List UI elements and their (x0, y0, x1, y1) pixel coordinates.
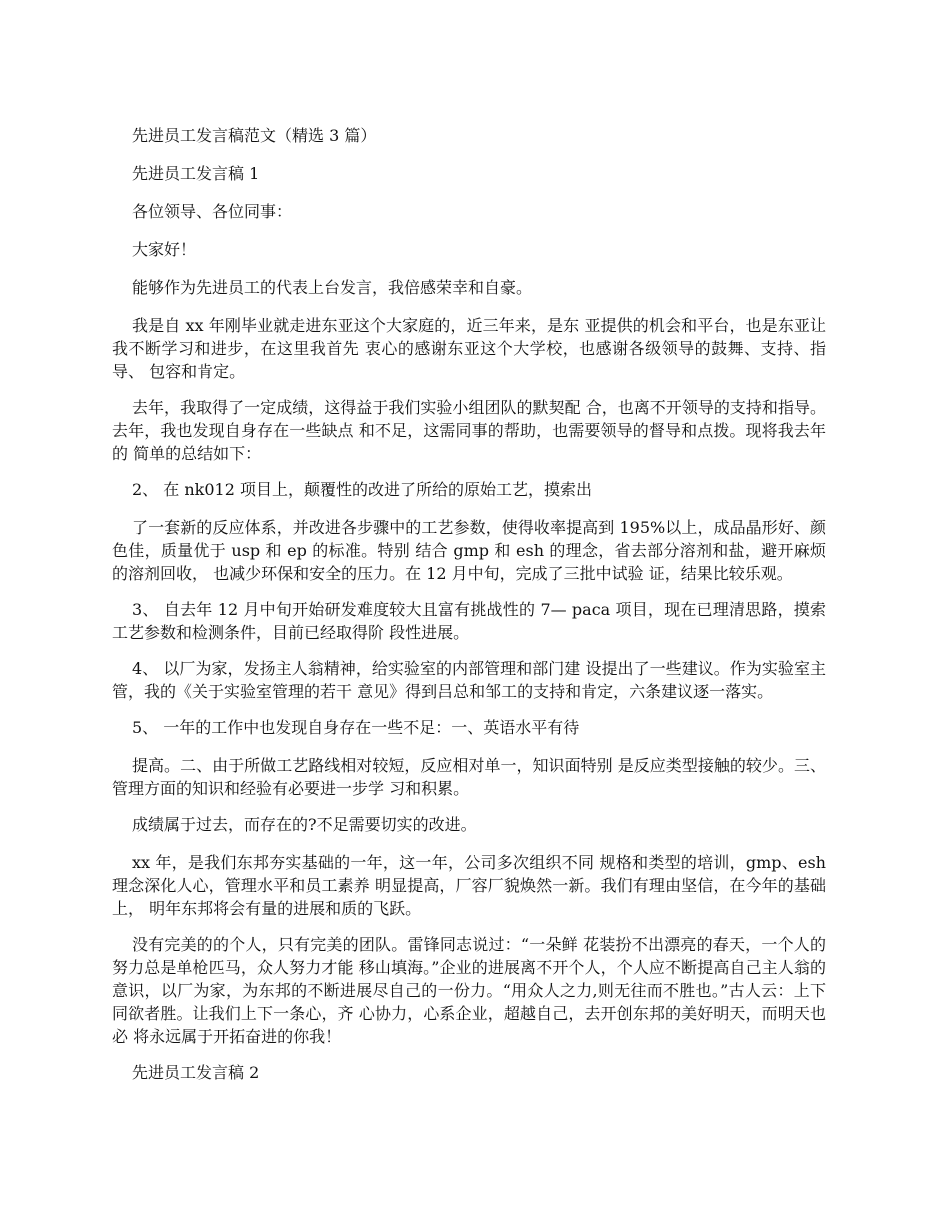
paragraph: 提高。二、由于所做工艺路线相对较短，反应相对单一，知识面特别 是反应类型接触的较少。三、管理方面的知识和经验有必要进一步学 习和积累。 (112, 756, 826, 798)
paragraph: 成绩属于过去，而存在的?不足需要切实的改进。 (132, 815, 477, 834)
paragraph: 我是自 xx 年刚毕业就走进东亚这个大家庭的，近三年来，是东 亚提供的机会和平台，也是东亚让我不断学习和进步，在这里我首先 衷心的感谢东亚这个大学校，也感谢各级领导的鼓舞、支持、指导、 包容和肯定。 (112, 316, 826, 381)
section-heading: 先进员工发言稿 1 (132, 164, 260, 183)
section-heading: 先进员工发言稿 2 (132, 1063, 260, 1082)
paragraph: 没有完美的的个人，只有完美的团队。雷锋同志说过：“一朵鲜 花装扮不出漂亮的春天，一个人的努力总是单枪匹马，众人努力才能 移山填海。”企业的进展离不开个人，个人应不断提高自己主人翁的 意识，以厂为家，为东邦的不断进展尽自己的一份力。“用众人之力,则无往而不胜也。”古人云：上下同欲者胜。让我们上下一条心，齐 心协力，心系企业，超越自己，去开创东邦的美好明天，而明天也必 将永远属于开拓奋进的你我！ (112, 935, 826, 1046)
paragraph: 能够作为先进员工的代表上台发言，我倍感荣幸和自豪。 (132, 278, 533, 297)
list-item: 2、 在 nk012 项目上，颠覆性的改进了所给的原始工艺，摸索出 (132, 480, 592, 499)
paragraph: 了一套新的反应体系，并改进各步骤中的工艺参数，使得收率提高到 195%以上，成品晶形好、颜色佳，质量优于 usp 和 ep 的标准。特别 结合 gmp 和 esh 的理念，省去部分溶剂和盐，避开麻烦的溶剂回收， 也减少环保和安全的压力。在 12 月中旬，完成了三批中试验 证，结果比较乐观。 (112, 518, 826, 583)
greeting: 大家好！ (132, 240, 197, 259)
list-item: 5、 一年的工作中也发现自身存在一些不足：一、英语水平有待 (132, 718, 580, 737)
paragraph: 去年，我取得了一定成绩，这得益于我们实验小组团队的默契配 合，也离不开领导的支持和指导。去年，我也发现自身存在一些缺点 和不足，这需同事的帮助，也需要领导的督导和点拨。现将我去年的 简单的总结如下： (112, 398, 826, 463)
list-item: 3、 自去年 12 月中旬开始研发难度较大且富有挑战性的 7— paca 项目，现在已理清思路，摸索工艺参数和检测条件，目前已经取得阶 段性进展。 (112, 600, 826, 642)
document-title: 先进员工发言稿范文（精选 3 篇） (132, 126, 377, 145)
list-item: 4、 以厂为家，发扬主人翁精神，给实验室的内部管理和部门建 设提出了一些建议。作为实验室主管，我的《关于实验室管理的若干 意见》得到吕总和邹工的支持和肯定，六条建议逐一落实。 (112, 659, 826, 701)
salutation: 各位领导、各位同事： (132, 202, 293, 221)
paragraph: xx 年，是我们东邦夯实基础的一年，这一年，公司多次组织不同 规格和类型的培训，gmp、esh 理念深化人心，管理水平和员工素养 明显提高，厂容厂貌焕然一新。我们有理由坚信，在今年的基础上， 明年东邦将会有量的进展和质的飞跃。 (112, 853, 826, 918)
